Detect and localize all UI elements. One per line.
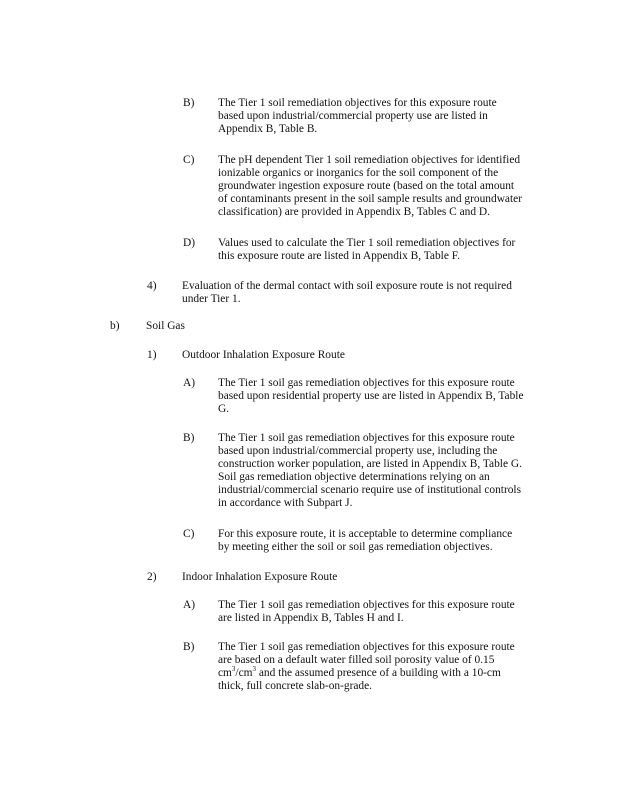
item-text — [182, 349, 345, 362]
item-text — [218, 377, 524, 416]
text-line: this exposure route are listed in Appendix B, Table F. — [218, 250, 460, 262]
text-line: thick, full concrete slab-on-grade. — [218, 680, 373, 692]
item-label: C) — [183, 528, 195, 540]
text-line: The Tier 1 soil gas remediation objectives for this exposure route — [218, 599, 515, 611]
text-line: Outdoor Inhalation Exposure Route — [182, 349, 345, 361]
text-line: based upon residential property use are listed in Appendix B, Table — [218, 390, 524, 402]
item-label: B) — [183, 432, 195, 444]
item-text — [218, 154, 522, 219]
item-label: b) — [110, 320, 120, 332]
item-text — [182, 571, 337, 584]
item-label: B) — [183, 97, 195, 109]
item-text — [218, 599, 515, 625]
text-line: ionizable organics or inorganics for the soil component of the — [218, 167, 499, 179]
text-line: classification) are provided in Appendix B, Tables C and D. — [218, 206, 490, 218]
item-label: C) — [183, 154, 195, 166]
text-line: by meeting either the soil or soil gas remediation objectives. — [218, 541, 493, 553]
item-label: B) — [183, 641, 195, 653]
text-line: Soil gas remediation objective determinations relying on an — [218, 471, 490, 483]
text-line: For this exposure route, it is acceptable to determine compliance — [218, 528, 513, 540]
text-line: construction worker population, are listed in Appendix B, Table G. — [218, 458, 522, 470]
text-line: $cm^3/cm^3$ and the assumed presence of a building with a 10-cm — [218, 665, 501, 679]
item-label: 1) — [147, 349, 157, 361]
text-line: The Tier 1 soil remediation objectives for this exposure route — [218, 97, 497, 109]
text-line: are listed in Appendix B, Tables H and I. — [218, 612, 404, 624]
text-line: industrial/commercial scenario require use of institutional controls — [218, 484, 522, 496]
text-line: G. — [218, 403, 230, 415]
text-line: Indoor Inhalation Exposure Route — [182, 571, 338, 583]
text-line: groundwater ingestion exposure route (based on the total amount — [218, 180, 515, 192]
item-label: 2) — [147, 571, 157, 583]
item-text — [218, 528, 512, 554]
text-line: The Tier 1 soil gas remediation objectives for this exposure route — [218, 641, 515, 653]
text-line: of contaminants present in the soil sample results and groundwater — [218, 193, 522, 205]
item-text — [182, 280, 512, 306]
item-text — [218, 432, 522, 510]
item-label: D) — [183, 237, 196, 249]
text-line: are based on a default water filled soil porosity value of 0.15 — [218, 654, 495, 666]
text-line: based upon industrial/commercial property use are listed in — [218, 110, 488, 122]
text-line: The Tier 1 soil gas remediation objectives for this exposure route — [218, 432, 515, 444]
item-text — [146, 320, 185, 333]
text-line: Appendix B, Table B. — [218, 123, 318, 135]
item-text — [218, 97, 497, 136]
text-line: The pH dependent Tier 1 soil remediation objectives for identified — [218, 154, 521, 166]
text-line: Values used to calculate the Tier 1 soil remediation objectives for — [218, 237, 516, 249]
item-text — [218, 237, 515, 263]
text-line: under Tier 1. — [182, 293, 241, 305]
item-text — [218, 641, 515, 693]
text-line: Evaluation of the dermal contact with soil exposure route is not required — [182, 280, 512, 292]
item-label: A) — [183, 599, 196, 611]
item-label: 4) — [147, 280, 157, 292]
text-line: The Tier 1 soil gas remediation objectives for this exposure route — [218, 377, 515, 389]
text-line: Soil Gas — [146, 320, 185, 332]
text-line: in accordance with Subpart J. — [218, 497, 353, 509]
text-line: based upon industrial/commercial property use, including the — [218, 445, 498, 457]
item-label: A) — [183, 377, 196, 389]
